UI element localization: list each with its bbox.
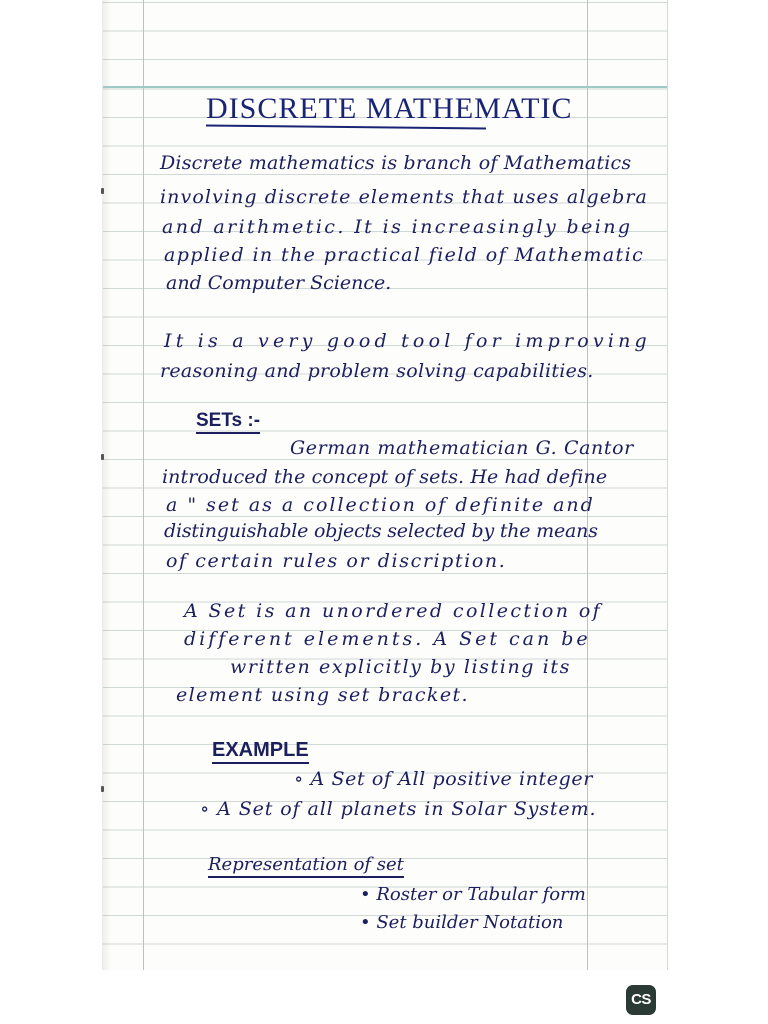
set-definition-line: A Set is an unordered collection of: [184, 600, 603, 622]
page-title: DISCRETE MATHEMATIC: [206, 92, 573, 125]
representation-heading-text: Representation of set: [208, 854, 404, 878]
intro-line: applied in the practical field of Mathematic: [164, 244, 645, 266]
example-heading: [212, 739, 309, 762]
example-item: ∘ A Set of all planets in Solar System.: [200, 798, 597, 820]
header-rule: [103, 86, 667, 88]
sets-line: introduced the concept of sets. He had define: [162, 466, 608, 488]
representation-item: • Set builder Notation: [360, 912, 564, 933]
sets-line: German mathematician G. Cantor: [290, 437, 634, 459]
sets-heading: [196, 410, 260, 432]
tool-line: reasoning and problem solving capabilities.: [160, 360, 594, 382]
intro-line: and arithmetic. It is increasingly being: [162, 216, 633, 238]
example-heading-text: EXAMPLE: [212, 739, 309, 764]
set-definition-line: written explicitly by listing its: [230, 656, 571, 678]
example-item: ∘ A Set of All positive integer: [294, 768, 593, 790]
intro-line: and Computer Science.: [166, 272, 392, 294]
set-definition-line: different elements. A Set can be: [184, 628, 591, 650]
binder-hole-mark: [101, 188, 104, 194]
sets-line: distinguishable objects selected by the means: [164, 520, 598, 542]
representation-heading: [208, 854, 404, 875]
set-definition-line: element using set bracket.: [176, 684, 469, 706]
intro-line: Discrete mathematics is branch of Mathematics: [160, 152, 632, 174]
representation-item: • Roster or Tabular form: [360, 884, 586, 905]
intro-line: involving discrete elements that uses algebra: [160, 186, 648, 208]
sets-heading-text: SETs :-: [196, 410, 260, 434]
sets-line: a " set as a collection of definite and: [166, 494, 595, 516]
left-margin-line: [143, 0, 144, 970]
binder-hole-mark: [101, 786, 104, 792]
camscanner-logo: CS: [626, 985, 656, 1015]
sets-line: of certain rules or discription.: [166, 550, 507, 572]
binder-hole-mark: [101, 454, 104, 460]
tool-line: It is a very good tool for improving: [164, 330, 651, 352]
